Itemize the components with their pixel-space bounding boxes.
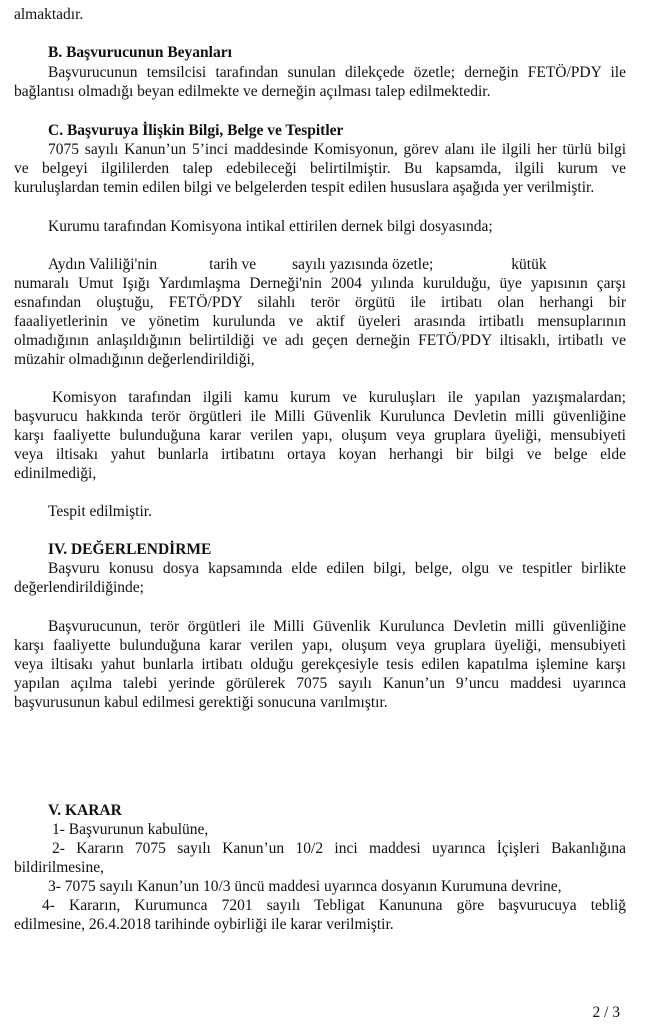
- decision-item: edilmesine, 26.4.2018 tarihinde oybirliği ile karar verilmiştir.: [14, 916, 394, 933]
- section-v-heading: V. KARAR: [48, 802, 122, 819]
- section-c-line: edinilmediği,: [14, 465, 97, 482]
- section-c-line: karşı faaliyette bulunduğuna karar verilen yapı, oluşum veya gruplara üyeliği, mensubiyeti: [14, 427, 626, 444]
- decision-item: 4- Kararın, Kurumunca 7201 sayılı Tebligat Kanununa göre başvurucuya tebliğ: [42, 897, 626, 914]
- section-iv-line: değerlendirildiğinde;: [14, 579, 144, 596]
- section-c-conclusion: Tespit edilmiştir.: [48, 503, 152, 520]
- section-iv-line: Başvuru konusu dosya kapsamında elde edilen bilgi, belge, olgu ve tespitler birlikte: [48, 560, 626, 577]
- section-c-line: faaaliyetlerinin ve yönetim kurulunda ve aktif üyeleri arasında irtibatlı mensuplarının: [14, 313, 626, 330]
- redacted-line: [48, 256, 547, 274]
- section-iv-line: başvurusunun kabul edilmesi gerektiği sonucuna varılmıştır.: [14, 694, 388, 711]
- section-c-line: veya iltisakı yahut bunlarla irtibatını ortaya koyan herhangi bir bilgi ve belge elde: [14, 446, 626, 463]
- section-c-line: 7075 sayılı Kanun’un 5’inci maddesinde Komisyonun, görev alanı ile ilgili her türlü bilgi: [48, 141, 626, 158]
- decision-item: 1- Başvurunun kabulüne,: [52, 821, 209, 838]
- section-c-line: Komisyon tarafından ilgili kamu kurum ve kuruluşları ile yapılan yazışmalardan;: [52, 389, 626, 406]
- redacted-line-segment: tarih ve: [209, 256, 257, 273]
- section-iv-line: karşı faaliyette bulunduğuna karar verilen yapı, oluşum veya gruplara üyeliği, mensubiyeti: [14, 637, 626, 654]
- section-c-line: ve belgeyi ilgililerden talep edebileceği belirtilmiştir. Bu kapsamda, ilgili kurum ve: [14, 160, 626, 177]
- section-iv-line: veya iltisakı yahut bunlarla irtibatı olduğu gerekçesiyle tesis edilen kapatılma işlemine karşı: [14, 656, 626, 673]
- redacted-line-segment: Aydın Valiliği'nin: [48, 256, 158, 273]
- section-c-line: kuruluşlardan temin edilen bilgi ve belgelerden tespit edilen hususlara aşağıda yer verilmiştir.: [14, 179, 595, 196]
- section-c-line: başvurucu hakkında terör örgütleri ile Milli Güvenlik Kurulunca Devletin milli güvenliğine: [14, 408, 626, 425]
- section-iv-line: Başvurucunun, terör örgütleri ile Milli Güvenlik Kurulunca Devletin milli güvenliğine: [48, 618, 626, 635]
- section-c-line: müzahir olmadığının değerlendirildiği,: [14, 351, 255, 368]
- section-iv-heading: IV. DEĞERLENDİRME: [48, 541, 212, 558]
- redacted-line-segment: sayılı yazısında özetle;: [292, 256, 434, 273]
- continuation-text: almaktadır.: [14, 6, 84, 23]
- section-b-heading: B. Başvurucunun Beyanları: [48, 44, 232, 61]
- section-iv-line: yapılan açılma talebi yerinde görülerek 7075 sayılı Kanun’un 9’uncu maddesi uyarınca: [14, 675, 626, 692]
- page-number: 2 / 3: [592, 1004, 620, 1021]
- decision-item: 3- 7075 sayılı Kanun’un 10/3 üncü maddesi uyarınca dosyanın Kurumuna devrine,: [48, 878, 562, 895]
- section-c-heading: C. Başvuruya İlişkin Bilgi, Belge ve Tespitler: [48, 122, 344, 139]
- redacted-line-segment: kütük: [511, 256, 547, 273]
- decision-item: 2- Kararın 7075 sayılı Kanun’un 10/2 inci maddesi uyarınca İçişleri Bakanlığına: [52, 840, 626, 857]
- section-c-line: numaralı Umut Işığı Yardımlaşma Derneği'nin 2004 yılında kurulduğu, üye yapısının çarşı: [14, 275, 626, 292]
- section-c-paragraph: Kurumu tarafından Komisyona intikal ettirilen dernek bilgi dosyasında;: [48, 218, 493, 235]
- decision-item: bildirilmesine,: [14, 859, 104, 876]
- section-c-line: olmadığının anlaşıldığının belirtildiği ve adı geçen derneğin FETÖ/PDY iltisaklı, irtibatlı ve: [14, 332, 626, 349]
- section-b-line: bağlantısı olmadığı beyan edilmekte ve derneğin açılması talep edilmektedir.: [14, 83, 491, 100]
- section-c-line: esnafından oluştuğu, FETÖ/PDY silahlı terör örgütü ile irtibatı olan herhangi bir: [14, 294, 626, 311]
- section-b-line: Başvurucunun temsilcisi tarafından sunulan dilekçede özetle; derneğin FETÖ/PDY ile: [48, 64, 626, 81]
